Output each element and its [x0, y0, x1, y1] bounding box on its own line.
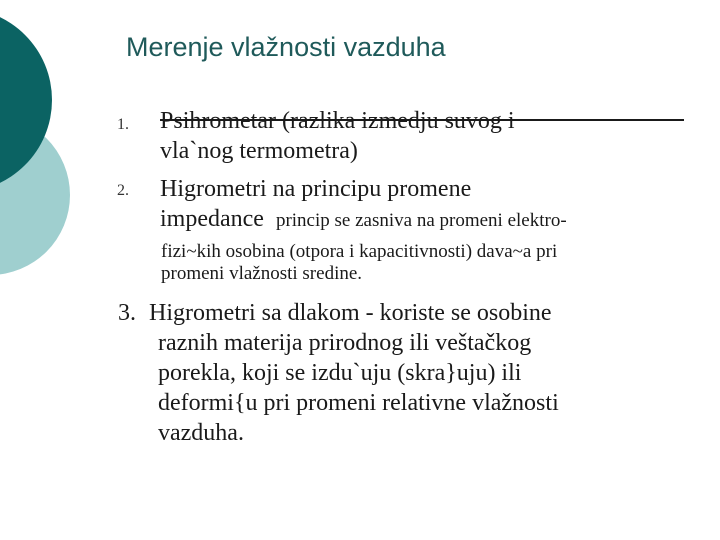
list-item-2-note	[161, 241, 557, 285]
list-number-1: 1.	[117, 116, 129, 133]
list-item-3-line-2: raznih materija prirodnog ili veštačkog	[158, 330, 532, 356]
list-item-3-line-4: deformi{u pri promeni relativne vlažnosti	[158, 390, 559, 416]
list-item-1-line-1: Psihrometar (razlika izmedju suvog i	[160, 108, 515, 134]
list-item-3-line-5: vazduha.	[158, 420, 244, 446]
list-item-2-line-1: Higrometri na principu promene	[160, 176, 472, 202]
list-number-2: 2.	[117, 182, 129, 199]
list-item-2-line-2	[160, 204, 567, 236]
list-item-2	[160, 174, 567, 236]
list-item-3-text-1: Higrometri sa dlakom - koriste se osobine	[149, 300, 552, 326]
list-item-3-line-3: porekla, koji se izdu`uju (skra}uju) ili	[158, 360, 522, 386]
list-item-1-line-2: vla`nog termometra)	[160, 138, 358, 164]
list-item-2-line-2-text: impedance	[160, 206, 264, 232]
note-line-1: fizi~kih osobina (otpora i kapacitivnosti) dava~a pri	[161, 241, 558, 262]
slide-title: Merenje vlažnosti vazduha	[126, 32, 446, 62]
list-item-2-inline-note: princip se zasniva na promeni elektro-	[275, 210, 567, 231]
list-number-3: 3.	[118, 300, 136, 326]
decorative-circles	[0, 0, 110, 300]
list-item-3-line-1	[118, 298, 559, 328]
note-line-2: promeni vlažnosti sredine.	[161, 263, 363, 284]
list-item-3	[118, 298, 559, 448]
list-item-1	[160, 106, 515, 166]
